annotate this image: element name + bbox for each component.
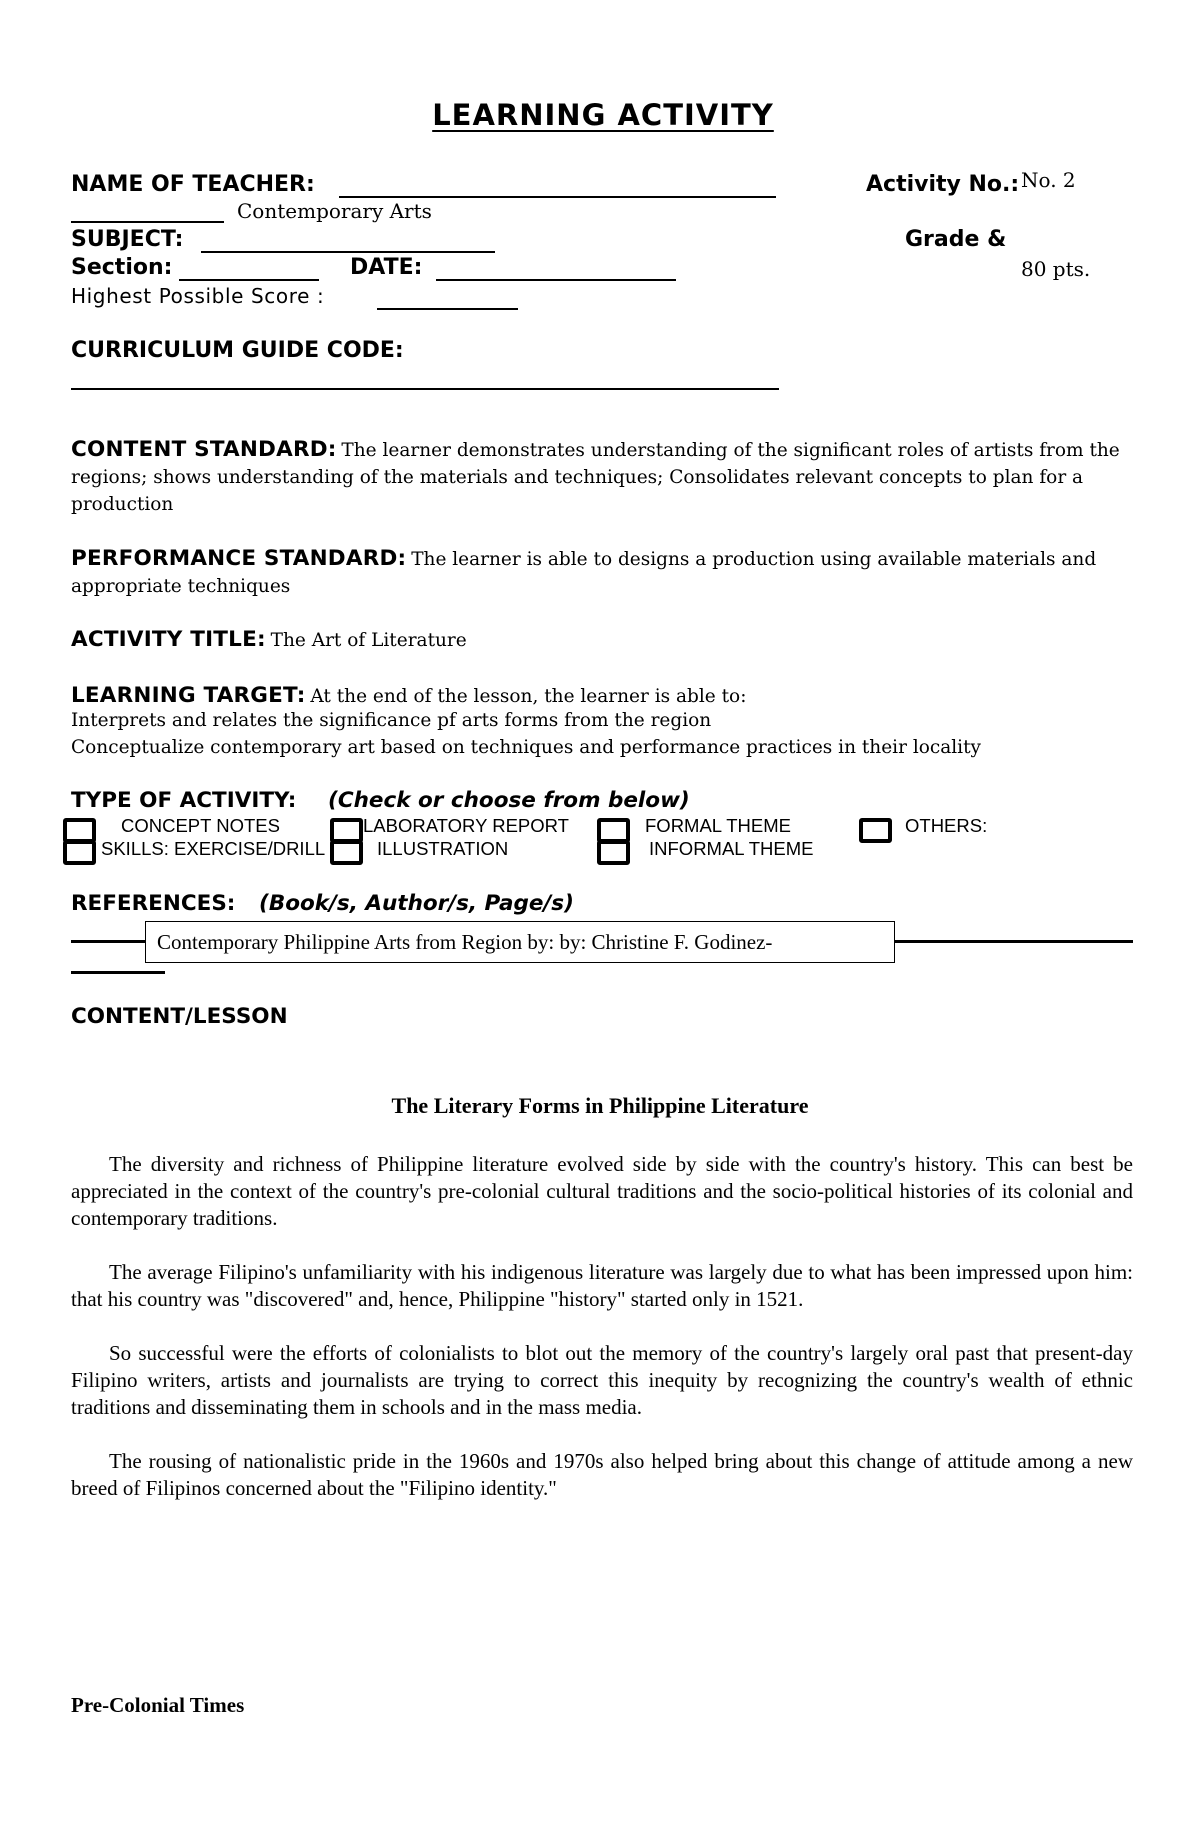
references-hint: (Book/s, Author/s, Page/s) bbox=[259, 891, 574, 916]
performance-standard bbox=[71, 545, 1133, 600]
highest-score-label: Highest Possible Score : bbox=[71, 284, 325, 308]
option-informal-theme: INFORMAL THEME bbox=[649, 838, 814, 859]
learning-target-intro: At the end of the lesson, the learner is able to: bbox=[310, 686, 747, 707]
checkbox-skills-exercise-drill[interactable] bbox=[63, 840, 96, 865]
learning-target-item: Conceptualize contemporary art based on techniques and performance practices in their locality bbox=[71, 737, 981, 758]
subject-value: Contemporary Arts bbox=[237, 199, 432, 223]
curriculum-code-blank[interactable] bbox=[71, 388, 779, 390]
content-standard-text: The learner demonstrates understanding of the significant roles of artists from the regions; shows understanding of the materials and techniques; Consolidates relevant concepts to plan for a production bbox=[71, 440, 1120, 515]
option-formal-theme: FORMAL THEME bbox=[645, 815, 791, 836]
score-value: 80 pts. bbox=[1021, 257, 1091, 281]
references-label: REFERENCES: bbox=[71, 891, 236, 916]
references-value: Contemporary Philippine Arts from Region by: by: Christine F. Godinez- bbox=[157, 930, 773, 954]
activity-title bbox=[71, 626, 1133, 654]
lesson-paragraph: The rousing of nationalistic pride in the 1960s and 1970s also helped bring about this change of attitude among a new breed of Filipinos concerned about the "Filipino identity." bbox=[71, 1449, 1133, 1500]
references-text-box[interactable] bbox=[145, 921, 895, 963]
section-label: Section: bbox=[71, 255, 173, 280]
lesson-paragraph: The average Filipino's unfamiliarity with his indigenous literature was largely due to what has been impressed upon him: that his country was "discovered" and, hence, Philippine "history" started only in 1521. bbox=[71, 1260, 1133, 1311]
learning-target-label: LEARNING TARGET: bbox=[71, 683, 306, 708]
type-of-activity-hint: (Check or choose from below) bbox=[328, 788, 690, 813]
content-lesson-label: CONTENT/LESSON bbox=[71, 1004, 288, 1029]
teacher-blank[interactable] bbox=[339, 196, 776, 198]
activity-no-value: No. 2 bbox=[1021, 168, 1076, 192]
checkbox-illustration[interactable] bbox=[330, 840, 363, 865]
date-label: DATE: bbox=[350, 255, 423, 280]
activity-no-label: Activity No.: bbox=[866, 172, 1020, 197]
curriculum-code-label: CURRICULUM GUIDE CODE: bbox=[71, 338, 404, 363]
lesson-paragraph: The diversity and richness of Philippine literature evolved side by side with the country's history. This can best be appreciated in the context of the country's pre-colonial cultural traditions and the socio-political histories of its colonial and contemporary traditions. bbox=[71, 1152, 1133, 1230]
option-others: OTHERS: bbox=[905, 815, 988, 836]
teacher-label: NAME OF TEACHER: bbox=[71, 172, 315, 197]
date-blank[interactable] bbox=[436, 279, 676, 281]
references-blank-continued[interactable] bbox=[71, 971, 165, 974]
section-blank[interactable] bbox=[179, 279, 319, 281]
lesson-paragraph: So successful were the efforts of colonialists to blot out the memory of the country's largely oral past that present-day Filipino writers, artists and journalists are trying to correct this inequity by recognizing the country's wealth of ethnic traditions and disseminating them in schools and in the mass media. bbox=[71, 1341, 1133, 1419]
subject-label: SUBJECT: bbox=[71, 227, 184, 252]
checkbox-informal-theme[interactable] bbox=[597, 840, 630, 865]
performance-standard-text: The learner is able to designs a production using available materials and appropriate techniques bbox=[71, 549, 1097, 597]
option-laboratory-report: LABORATORY REPORT bbox=[363, 815, 569, 836]
grade-section-label: Grade & bbox=[905, 227, 1007, 252]
content-standard-label: CONTENT STANDARD: bbox=[71, 437, 337, 462]
checkbox-others[interactable] bbox=[859, 818, 892, 843]
subject-blank[interactable] bbox=[201, 251, 495, 253]
activity-title-label: ACTIVITY TITLE: bbox=[71, 627, 266, 652]
activity-title-text: The Art of Literature bbox=[270, 630, 467, 651]
learning-target bbox=[71, 682, 1133, 710]
content-standard bbox=[71, 436, 1133, 518]
teacher-blank-continued[interactable] bbox=[71, 221, 224, 223]
lesson-title: The Literary Forms in Philippine Literature bbox=[391, 1093, 809, 1118]
option-concept-notes: CONCEPT NOTES bbox=[121, 815, 280, 836]
highest-score-blank[interactable] bbox=[377, 308, 518, 310]
pre-colonial-heading: Pre-Colonial Times bbox=[71, 1693, 245, 1717]
learning-target-item: Interprets and relates the significance pf arts forms from the region bbox=[71, 710, 712, 731]
document-title: LEARNING ACTIVITY bbox=[432, 98, 774, 132]
type-of-activity-label: TYPE OF ACTIVITY: bbox=[71, 788, 297, 813]
option-skills-exercise-drill: SKILLS: EXERCISE/DRILL bbox=[101, 838, 326, 859]
performance-standard-label: PERFORMANCE STANDARD: bbox=[71, 546, 407, 571]
option-illustration: ILLUSTRATION bbox=[377, 838, 509, 859]
